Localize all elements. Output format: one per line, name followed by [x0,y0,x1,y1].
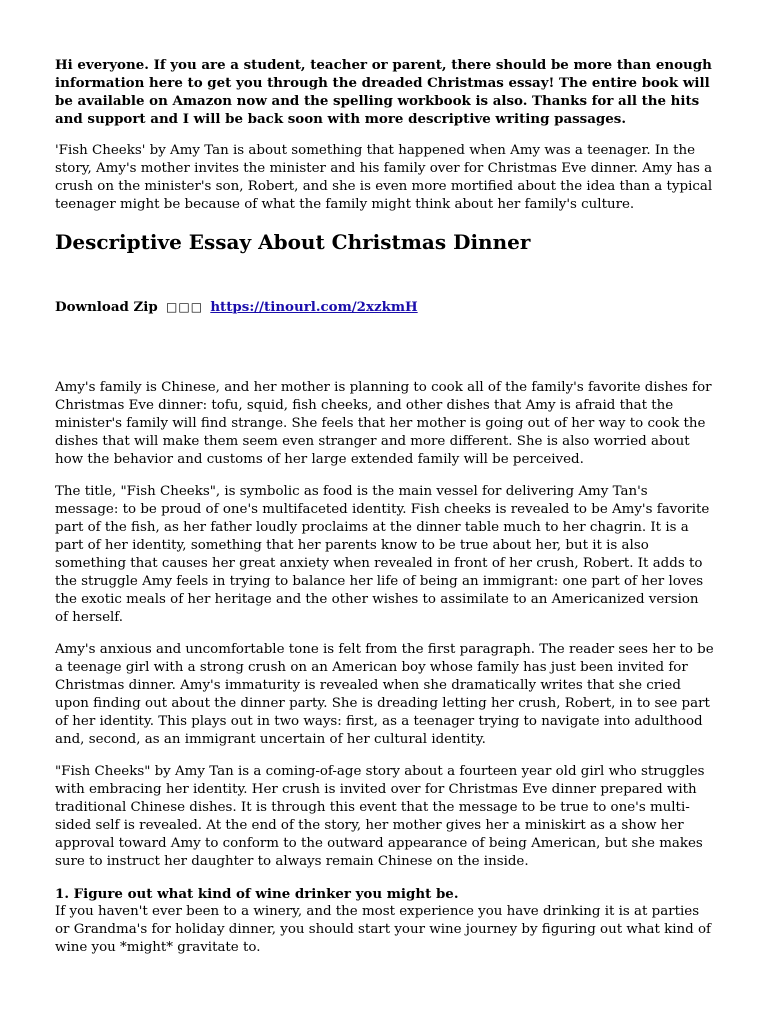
spacer [55,317,714,379]
download-link[interactable]: https://tinourl.com/2xzkmH [210,299,418,315]
step-heading: 1. Figure out what kind of wine drinker you might be. [55,886,459,902]
body-paragraph-1: 'Fish Cheeks' by Amy Tan is about something that happened when Amy was a teenager. In the story, Amy's mother invites the minister and his family over for Christmas Eve dinner. Amy has a crush on the minister's son, Robert, and she is even more mortified about the idea than a typical teenager might be because of what the family might think about her family's culture. [55,143,713,212]
body-paragraph-3: The title, "Fish Cheeks", is symbolic as food is the main vessel for delivering Amy Tan's message: to be proud of one's multifaceted identity. Fish cheeks is revealed to be Amy's favorite part of the fish, as her father loudly proclaims at the dinner table much to her chagrin. It is a part of her identity, something that her parents know to be true about her, but it is also something that causes her great anxiety when revealed in front of her crush, Robert. It adds to the struggle Amy feels in trying to balance her life of being an immigrant: one part of her loves the exotic meals of her heritage and the other wishes to assimilate to an Americanized version of herself. [55,484,710,625]
page-title: Descriptive Essay About Christmas Dinner [55,230,531,254]
download-label: Download Zip [55,299,158,315]
step-body: If you haven't ever been to a winery, and the most experience you have drinking it is at parties or Grandma's for holiday dinner, you should start your wine journey by figuring out what kind of wine you *might* gravitate to. [55,904,711,955]
missing-glyph-icons: □□□ [166,300,204,314]
body-paragraph-5: "Fish Cheeks" by Amy Tan is a coming-of-age story about a fourteen year old girl who struggles with embracing her identity. Her crush is invited over for Christmas Eve dinner prepared with traditional Chinese dishes. It is through this event that the message to be true to one's multi-sided self is revealed. At the end of the story, her mother gives her a miniskirt as a show her approval toward Amy to conform to the outward appearance of being American, but she makes sure to instruct her daughter to always remain Chinese on the inside. [55,764,705,869]
download-line [55,298,714,317]
intro-paragraph: Hi everyone. If you are a student, teacher or parent, there should be more than enough information here to get you through the dreaded Christmas essay! The entire book will be available on Amazon now and the spelling workbook is also. Thanks for all the hits and support and I will be back soon with more descriptive writing passages. [55,57,712,127]
body-paragraph-2: Amy's family is Chinese, and her mother is planning to cook all of the family's favorite dishes for Christmas Eve dinner: tofu, squid, fish cheeks, and other dishes that Amy is afraid that the minister's family will find strange. She feels that her mother is going out of her way to cook the dishes that will make them seem even stranger and more different. She is also worried about how the behavior and customs of her large extended family will be perceived. [55,380,712,467]
body-paragraph-4: Amy's anxious and uncomfortable tone is felt from the first paragraph. The reader sees her to be a teenage girl with a strong crush on an American boy whose family has just been invited for Christmas dinner. Amy's immaturity is revealed when she dramatically writes that she cried upon finding out about the dinner party. She is dreading letting her crush, Robert, in to see part of her identity. This plays out in two ways: first, as a teenager trying to navigate into adulthood and, second, as an immigrant uncertain of her cultural identity. [55,642,714,747]
